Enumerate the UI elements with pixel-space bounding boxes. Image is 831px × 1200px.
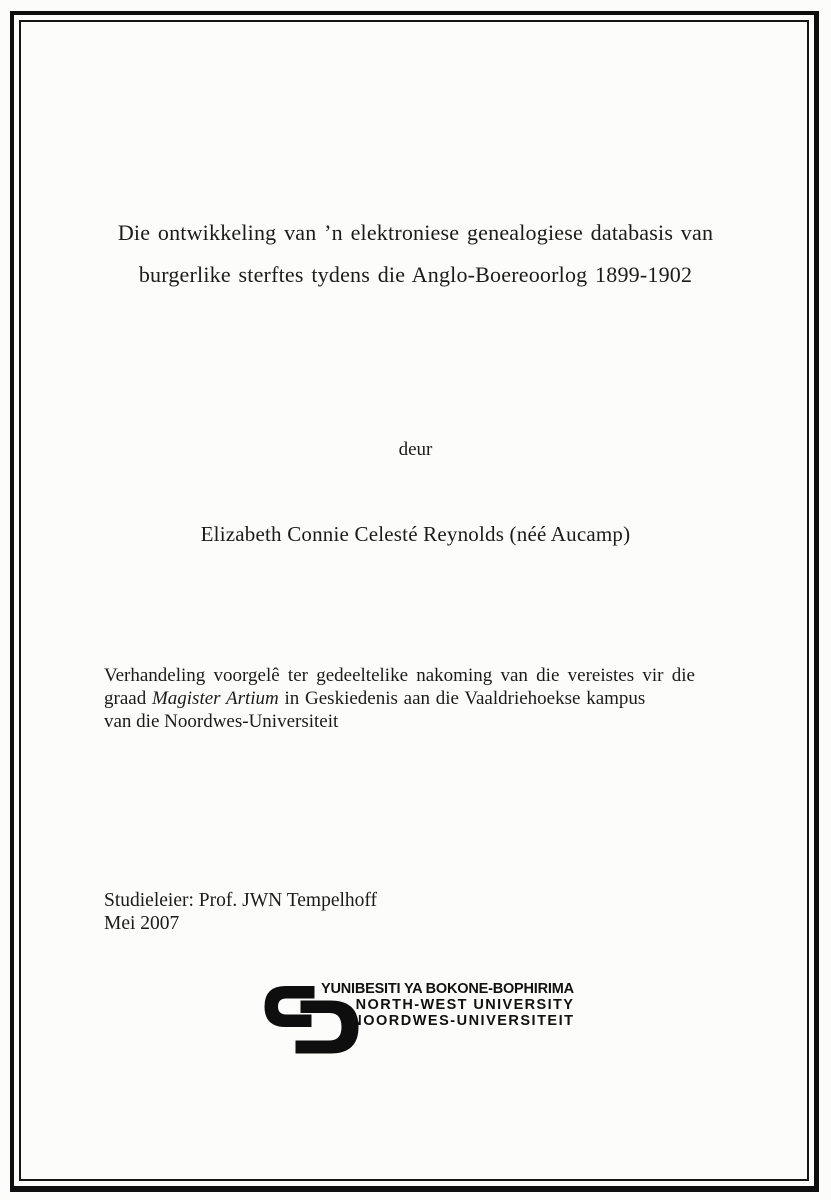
- university-name-afrikaans: NOORDWES-UNIVERSITEIT: [351, 1013, 575, 1029]
- thesis-title-line2: burgerlike sterftes tydens die Anglo-Boereoorlog 1899-1902: [138, 262, 693, 287]
- supervisor-line: Studieleier: Prof. JWN Tempelhoff: [104, 890, 378, 911]
- university-name-setswana: YUNIBESITI YA BOKONE-BOPHIRIMA: [321, 981, 574, 997]
- submission-line2: [104, 687, 724, 710]
- author-name: Elizabeth Connie Celesté Reynolds (néé Aucamp): [200, 522, 631, 546]
- submission-line2-suffix: in Geskiedenis aan die Vaaldriehoekse kampus: [278, 688, 646, 709]
- thesis-title: [0, 212, 831, 296]
- submission-statement: [104, 664, 724, 733]
- degree-name: Magister Artium: [151, 688, 279, 709]
- university-logo-wordmark: [321, 981, 573, 1029]
- university-logo: [257, 974, 579, 1060]
- university-name-english: NORTH-WEST UNIVERSITY: [355, 997, 575, 1013]
- supervisor-and-date: [104, 889, 377, 935]
- submission-line1: Verhandeling voorgelê ter gedeeltelike nakoming van die vereistes vir die: [104, 665, 695, 686]
- submission-line2-prefix: graad: [104, 688, 152, 709]
- date-line: Mei 2007: [104, 913, 180, 934]
- byline-label: deur: [398, 439, 433, 460]
- thesis-title-line1: Die ontwikkeling van ’n elektroniese genealogiese databasis van: [117, 220, 714, 245]
- submission-line3: van die Noordwes-Universiteit: [104, 711, 339, 732]
